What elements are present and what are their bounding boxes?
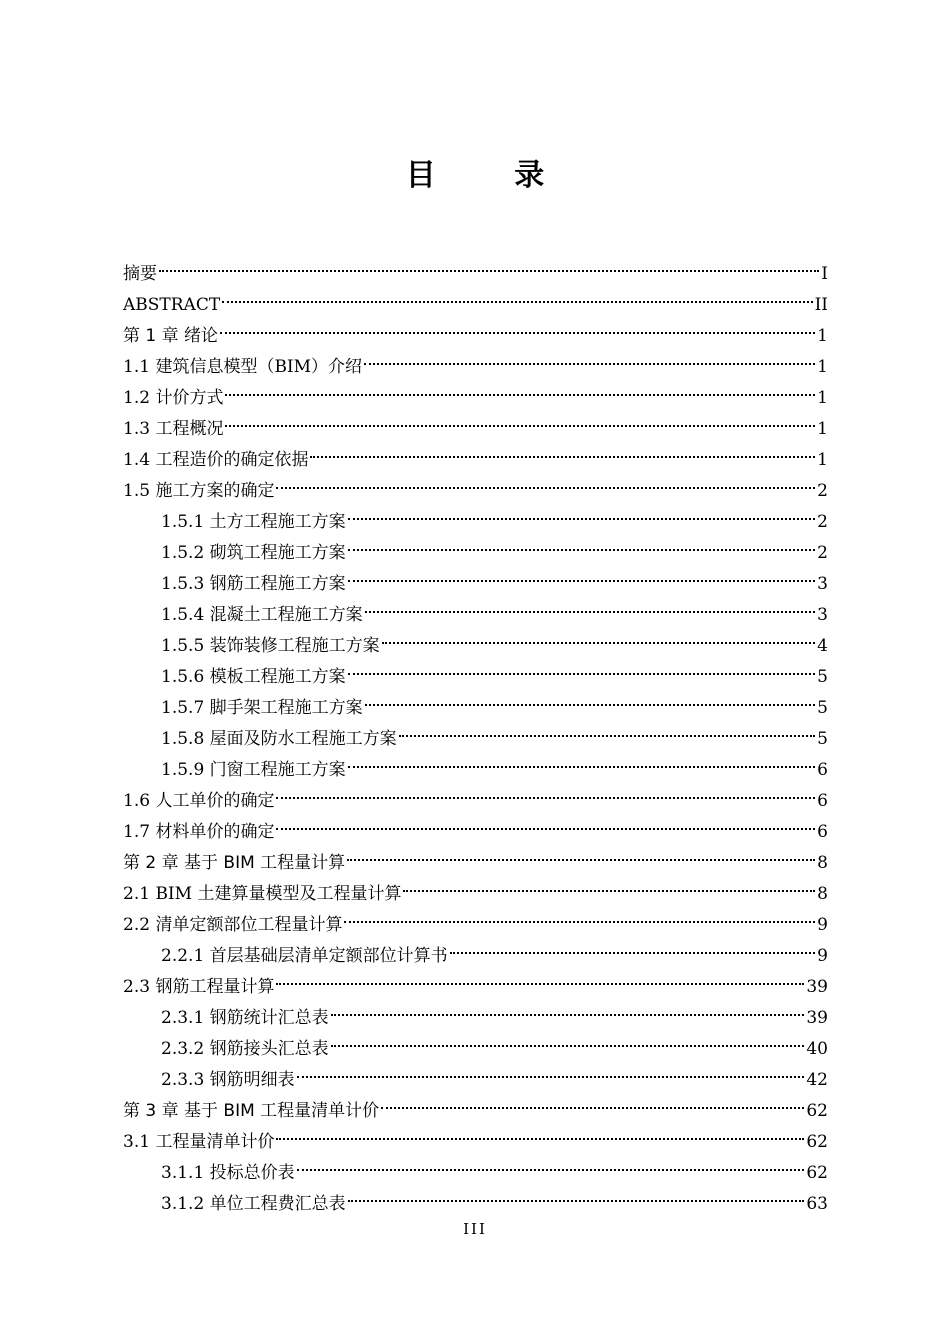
toc-entry[interactable] — [123, 879, 828, 910]
toc-entry-label: 1.5.1 土方工程施工方案 — [161, 512, 346, 532]
toc-entry-label: 1.5.8 屋面及防水工程施工方案 — [161, 729, 397, 749]
toc-entry[interactable] — [123, 476, 828, 507]
toc-entry[interactable] — [123, 600, 828, 631]
toc-entry-page: 6 — [817, 822, 828, 842]
dot-leader — [222, 300, 812, 303]
toc-entry-label: 第 2 章 基于 BIM 工程量计算 — [123, 853, 346, 873]
dot-leader — [225, 424, 815, 427]
dot-leader — [276, 796, 815, 799]
toc-entry-label: 1.5.4 混凝土工程施工方案 — [161, 605, 363, 625]
toc-entry[interactable] — [123, 445, 828, 476]
toc-entry-page: 1 — [817, 450, 828, 470]
toc-entry[interactable] — [123, 352, 828, 383]
toc-entry[interactable] — [123, 786, 828, 817]
toc-entry-label: 第 3 章 基于 BIM 工程量清单计价 — [123, 1101, 380, 1121]
dot-leader — [276, 827, 815, 830]
toc-entry[interactable] — [123, 414, 828, 445]
toc-entry[interactable] — [123, 941, 828, 972]
toc-entry-label: 1.7 材料单价的确定 — [123, 822, 275, 842]
toc-entry-page: 62 — [806, 1163, 828, 1183]
toc-entry-label: 第 1 章 绪论 — [123, 326, 219, 346]
dot-leader — [399, 734, 816, 737]
toc-entry[interactable] — [123, 1034, 828, 1065]
toc-entry-page: 1 — [817, 357, 828, 377]
toc-entry-page: 4 — [817, 636, 828, 656]
toc-entry-label: 3.1.2 单位工程费汇总表 — [161, 1194, 346, 1214]
toc-entry-page: 63 — [806, 1194, 828, 1214]
toc-entry[interactable] — [123, 1189, 828, 1220]
toc-entry-page: II — [814, 295, 828, 315]
toc-entry-page: 62 — [806, 1101, 828, 1121]
toc-entry-page: 9 — [817, 946, 828, 966]
toc-entry-label: 2.2 清单定额部位工程量计算 — [123, 915, 343, 935]
toc-entry-page: 6 — [817, 791, 828, 811]
dot-leader — [403, 889, 815, 892]
toc-entry[interactable] — [123, 910, 828, 941]
toc-entry-page: 39 — [806, 1008, 828, 1028]
dot-leader — [348, 517, 816, 520]
toc-entry-label: 2.3 钢筋工程量计算 — [123, 977, 275, 997]
toc-entry-label: 2.2.1 首层基础层清单定额部位计算书 — [161, 946, 448, 966]
toc-entry-page: 9 — [817, 915, 828, 935]
dot-leader — [331, 1044, 805, 1047]
toc-entry[interactable] — [123, 290, 828, 321]
toc-entry[interactable] — [123, 259, 828, 290]
dot-leader — [381, 1106, 804, 1109]
toc-entry-label: 3.1 工程量清单计价 — [123, 1132, 275, 1152]
toc-entry-page: 42 — [806, 1070, 828, 1090]
toc-entry-label: 2.3.2 钢筋接头汇总表 — [161, 1039, 329, 1059]
toc-entry[interactable] — [123, 1127, 828, 1158]
toc-entry-label: 1.5.3 钢筋工程施工方案 — [161, 574, 346, 594]
toc-entry-page: 62 — [806, 1132, 828, 1152]
toc-entry[interactable] — [123, 972, 828, 1003]
toc-entry[interactable] — [123, 662, 828, 693]
dot-leader — [297, 1168, 805, 1171]
toc-entry[interactable] — [123, 724, 828, 755]
toc-entry[interactable] — [123, 1065, 828, 1096]
toc-entry-label: 1.5.2 砌筑工程施工方案 — [161, 543, 346, 563]
toc-entry-label: 1.5 施工方案的确定 — [123, 481, 275, 501]
toc-entry-label: 1.5.7 脚手架工程施工方案 — [161, 698, 363, 718]
toc-entry-label: 1.2 计价方式 — [123, 388, 224, 408]
toc-entry[interactable] — [123, 383, 828, 414]
toc-entry-label: 1.6 人工单价的确定 — [123, 791, 275, 811]
dot-leader — [348, 1199, 805, 1202]
toc-entry-page: 5 — [817, 698, 828, 718]
toc-entry-page: 2 — [817, 543, 828, 563]
toc-entry-page: 5 — [817, 729, 828, 749]
toc-entry-page: 1 — [817, 419, 828, 439]
toc-entry-page: I — [821, 264, 828, 284]
toc-entry-page: 39 — [806, 977, 828, 997]
toc-entry[interactable] — [123, 848, 828, 879]
dot-leader — [276, 982, 804, 985]
toc-entry[interactable] — [123, 755, 828, 786]
dot-leader — [331, 1013, 805, 1016]
toc-entry-page: 1 — [817, 388, 828, 408]
dot-leader — [348, 672, 816, 675]
toc-entry-page: 40 — [806, 1039, 828, 1059]
toc-entry-page: 5 — [817, 667, 828, 687]
toc-entry[interactable] — [123, 569, 828, 600]
dot-leader — [365, 610, 816, 613]
toc-entry[interactable] — [123, 1003, 828, 1034]
toc-entry[interactable] — [123, 631, 828, 662]
toc-entry-page: 1 — [817, 326, 828, 346]
dot-leader — [348, 579, 816, 582]
toc-entry-page: 3 — [817, 574, 828, 594]
dot-leader — [348, 765, 816, 768]
dot-leader — [310, 455, 815, 458]
dot-leader — [220, 331, 815, 334]
dot-leader — [276, 1137, 804, 1140]
toc-entry-page: 3 — [817, 605, 828, 625]
toc-entry-page: 2 — [817, 481, 828, 501]
dot-leader — [365, 703, 816, 706]
toc-entry-label: 1.3 工程概况 — [123, 419, 224, 439]
toc-entry-label: 1.1 建筑信息模型（BIM）介绍 — [123, 357, 363, 377]
toc-entry-label: 1.5.6 模板工程施工方案 — [161, 667, 346, 687]
toc-entry-label: 摘要 — [123, 264, 157, 284]
toc-entry-label: 3.1.1 投标总价表 — [161, 1163, 295, 1183]
toc-entry-label: 2.3.1 钢筋统计汇总表 — [161, 1008, 329, 1028]
toc-entry[interactable] — [123, 817, 828, 848]
toc-entry-label: 2.1 BIM 土建算量模型及工程量计算 — [123, 884, 402, 904]
toc-entry[interactable] — [123, 1096, 828, 1127]
dot-leader — [382, 641, 816, 644]
dot-leader — [225, 393, 815, 396]
toc-entry[interactable] — [123, 538, 828, 569]
toc-entry-label: 1.5.5 装饰装修工程施工方案 — [161, 636, 380, 656]
toc-entry-page: 8 — [817, 853, 828, 873]
toc-entry-page: 8 — [817, 884, 828, 904]
toc-entry-label: 1.4 工程造价的确定依据 — [123, 450, 309, 470]
toc-entry-label: 2.3.3 钢筋明细表 — [161, 1070, 295, 1090]
dot-leader — [297, 1075, 805, 1078]
toc-entry[interactable] — [123, 693, 828, 724]
toc-entry-page: 2 — [817, 512, 828, 532]
dot-leader — [364, 362, 815, 365]
page-number-footer: III — [463, 1220, 487, 1238]
toc-entry[interactable] — [123, 321, 828, 352]
toc-entry-label: ABSTRACT — [123, 295, 221, 315]
dot-leader — [450, 951, 816, 954]
table-of-contents — [123, 259, 828, 1220]
toc-entry-label: 1.5.9 门窗工程施工方案 — [161, 760, 346, 780]
dot-leader — [348, 548, 816, 551]
dot-leader — [344, 920, 815, 923]
toc-entry-page: 6 — [817, 760, 828, 780]
dot-leader — [159, 269, 819, 272]
toc-entry[interactable] — [123, 1158, 828, 1189]
toc-title: 目 录 — [405, 158, 579, 193]
dot-leader — [276, 486, 815, 489]
toc-entry[interactable] — [123, 507, 828, 538]
dot-leader — [347, 858, 815, 861]
